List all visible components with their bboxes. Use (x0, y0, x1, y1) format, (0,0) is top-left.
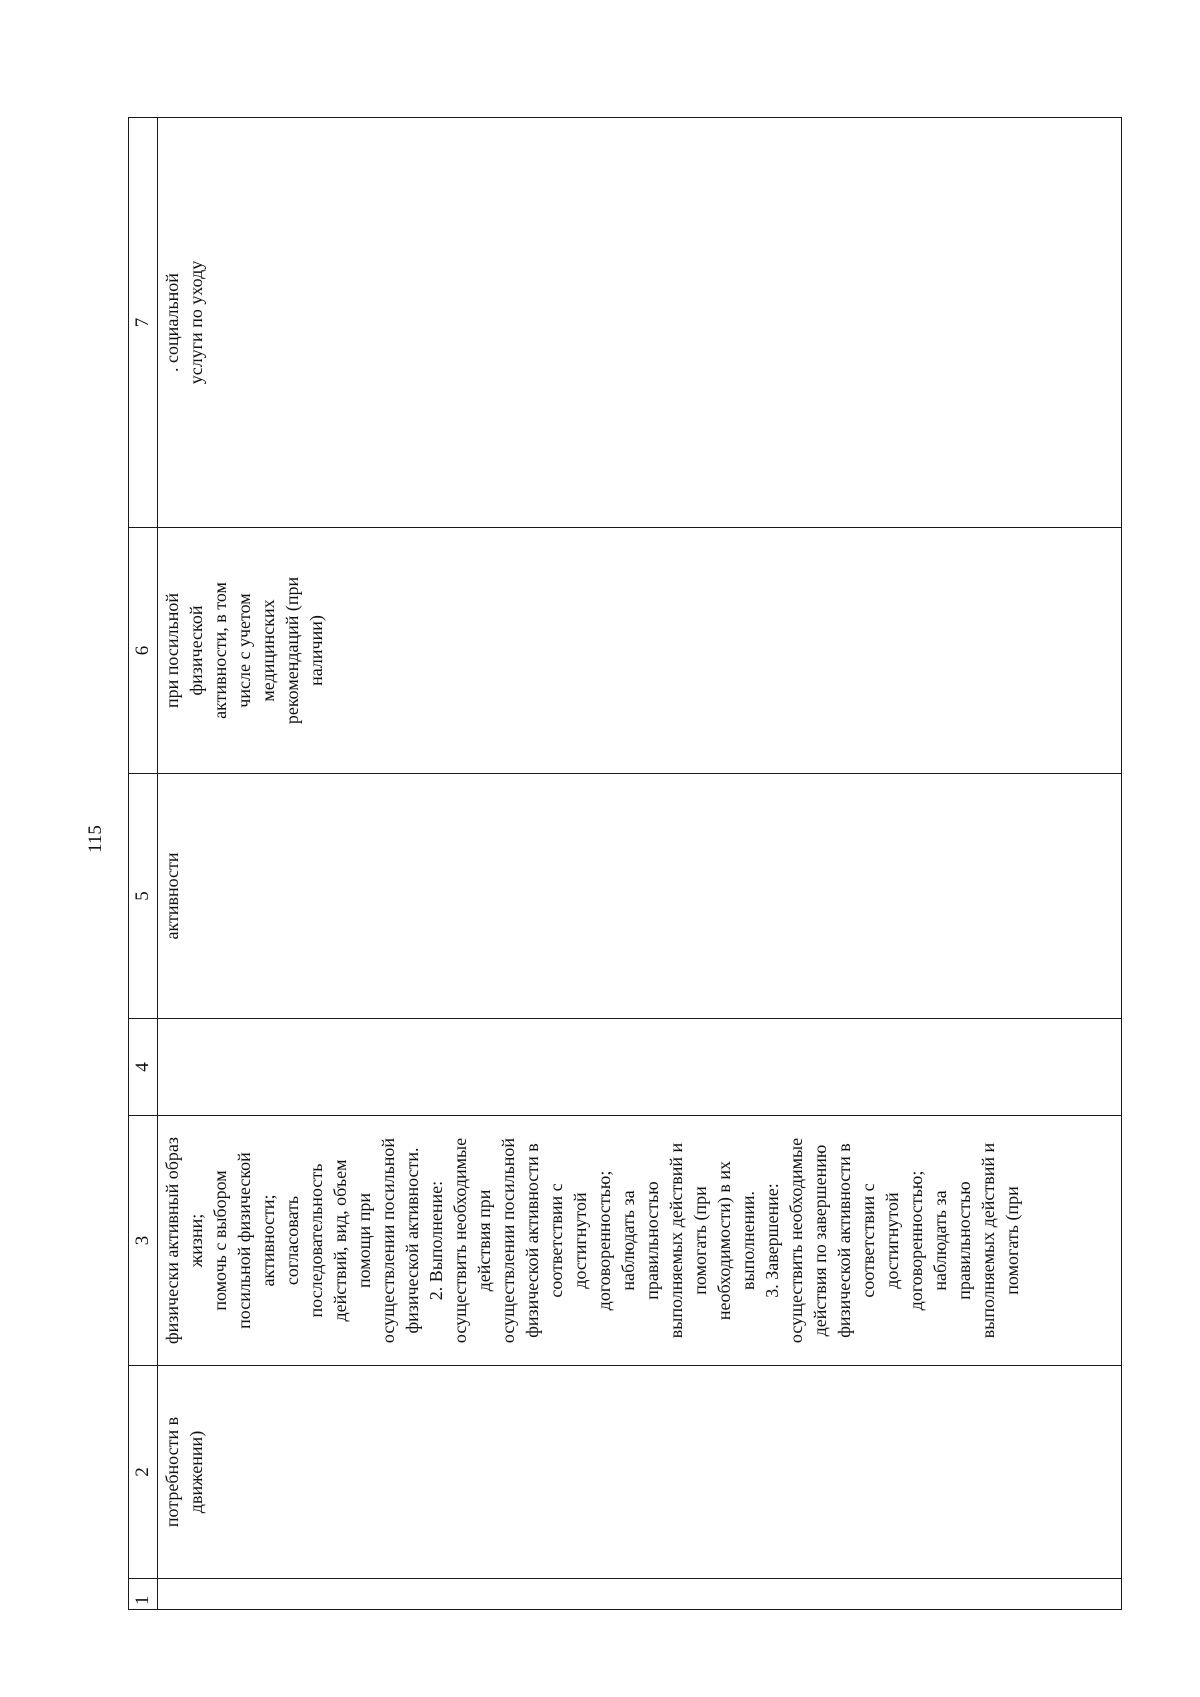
cell-text-line: физической активности в (834, 1143, 854, 1338)
header-col-2: 2 (129, 1366, 158, 1579)
cell-text-line: договоренностью; (594, 1170, 614, 1311)
cell-text-line: услуги по уходу (186, 260, 206, 385)
cell-text-line: помогать (при (690, 1186, 710, 1295)
cell-text-line: наблюдать за (930, 1190, 950, 1291)
table-row (158, 118, 1122, 1610)
cell-text-line: выполняемых действий и (978, 1142, 998, 1339)
cell-text-line: правильностью (954, 1181, 974, 1300)
cell-text-line: действий, вид, объем (330, 1159, 350, 1322)
cell-text-line: осуществлении посильной (498, 1137, 518, 1344)
cell-text-line: последовательность (306, 1163, 326, 1318)
cell-text-line: осуществить необходимые (786, 1137, 806, 1344)
cell-text-line: достигнутой (570, 1192, 590, 1289)
cell-text-line: наличии) (306, 615, 326, 686)
cell-text-line: рекомендаций (при (282, 576, 302, 725)
cell-text-line: договоренностью; (906, 1170, 926, 1311)
cell-text-line: помощи при (354, 1193, 374, 1288)
cell-text-line: достигнутой (882, 1192, 902, 1289)
cell-text-line: активности, в том (210, 582, 230, 719)
rotated-table-container (128, 118, 1122, 1610)
cell-text-line: действия при (474, 1189, 494, 1292)
cell-text-line: потребности в (162, 1416, 182, 1528)
cell-text-line: числе с учетом (234, 593, 254, 708)
header-col-7: 7 (129, 118, 158, 528)
cell-text-line: выполняемых действий и (666, 1142, 686, 1339)
cell-col-5 (158, 774, 1122, 1019)
cell-text-line: при посильной (162, 593, 182, 708)
cell-col-4 (158, 1019, 1122, 1116)
cell-text-line: наблюдать за (618, 1190, 638, 1291)
header-col-6: 6 (129, 528, 158, 774)
cell-text-line: согласовать (282, 1195, 302, 1286)
cell-text-line: правильностью (642, 1181, 662, 1300)
cell-text-line: соответствии с (546, 1183, 566, 1298)
page-number-text: 115 (85, 825, 106, 853)
cell-text-line: активности (162, 852, 182, 940)
cell-text-line: 3. Завершение: (762, 1183, 782, 1298)
header-col-3: 3 (129, 1116, 158, 1366)
cell-text-line: помочь с выбором (210, 1170, 230, 1311)
header-col-5: 5 (129, 774, 158, 1019)
cell-text-line: активности; (258, 1194, 278, 1287)
cell-text-line: физически активный образ (162, 1137, 182, 1345)
cell-text-line: помогать (при (1002, 1186, 1022, 1295)
cell-col-1 (158, 1579, 1122, 1610)
cell-col-6 (158, 528, 1122, 774)
cell-text-line: необходимости) в их (714, 1160, 734, 1321)
cell-text-line: осуществить необходимые (450, 1137, 470, 1344)
cell-text-line: физической активности в (522, 1143, 542, 1338)
header-col-4: 4 (129, 1019, 158, 1116)
cell-text-line: посильной физической (234, 1152, 254, 1329)
cell-text-line: физической (186, 605, 206, 696)
cell-text-line: 2. Выполнение: (426, 1180, 446, 1301)
cell-text-line: выполнении. (738, 1191, 758, 1290)
cell-text-line: соответствии с (858, 1183, 878, 1298)
cell-text-line: движении) (186, 1430, 206, 1514)
cell-text-line: физической активности. (402, 1147, 422, 1334)
cell-text-line: жизни; (186, 1213, 206, 1268)
cell-text-line: медицинских (258, 599, 278, 702)
cell-text-line: осуществлении посильной (378, 1137, 398, 1344)
cell-text-line: . социальной (162, 273, 182, 372)
services-table (128, 117, 1122, 1610)
header-row (129, 118, 158, 1610)
cell-col-3 (158, 1116, 1122, 1366)
header-col-1: 1 (129, 1579, 158, 1610)
cell-col-7 (158, 118, 1122, 528)
cell-col-2 (158, 1366, 1122, 1579)
cell-text-line: действия по завершению (810, 1144, 830, 1337)
